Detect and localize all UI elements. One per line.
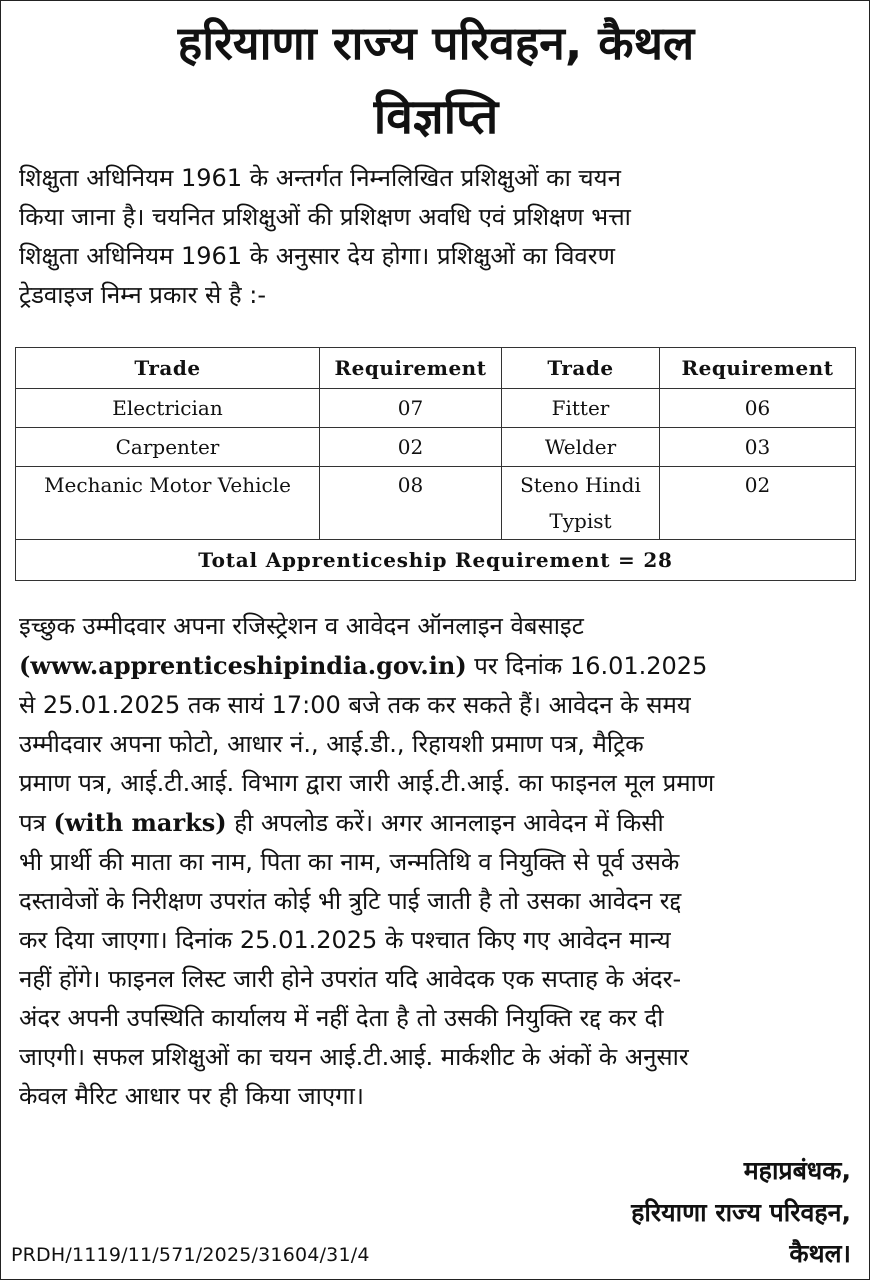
trade-cell: Carpenter [16,428,320,467]
trade-cell: Fitter [502,389,660,428]
body-line: जाएगी। सफल प्रशिक्षुओं का चयन आई.टी.आई. मार्कशीट के अंकों के अनुसार [19,1043,689,1071]
body-line: से 25.01.2025 तक सायं 17:00 बजे तक कर सकते हैं। आवेदन के समय [19,691,691,719]
reference-number: PRDH/1119/11/571/2025/31604/31/4 [11,1244,370,1266]
requirement-cell: 06 [660,389,856,428]
body-line: भी प्रार्थी की माता का नाम, पिता का नाम, जन्मतिथि व नियुक्ति से पूर्व उसके [19,848,680,876]
trade-cell-line: Steno Hindi [520,473,641,497]
signature-designation: महाप्रबंधक, [743,1156,851,1185]
trade-cell: Electrician [16,389,320,428]
table-total-row [16,540,856,581]
requirement-cell: 03 [660,428,856,467]
intro-line: शिक्षुता अधिनियम 1961 के अनुसार देय होगा। प्रशिक्षुओं का विवरण [19,242,615,270]
body-line: प्रमाण पत्र, आई.टी.आई. विभाग द्वारा जारी आई.टी.आई. का फाइनल मूल प्रमाण [19,769,715,797]
body-line: दस्तावेजों के निरीक्षण उपरांत कोई भी त्रुटि पाई जाती है तो उसका आवेदन रद्द [19,887,682,915]
intro-line: शिक्षुता अधिनियम 1961 के अन्तर्गत निम्नलिखित प्रशिक्षुओं का चयन [19,164,621,192]
header-requirement: Requirement [660,348,856,389]
trade-cell [502,467,660,540]
with-marks-text: (with marks) [53,808,227,837]
body-line [19,646,853,686]
intro-line: किया जाना है। चयनित प्रशिक्षुओं की प्रशिक्षण अवधि एवं प्रशिक्षण भत्ता [19,203,631,231]
intro-line: ट्रेडवाइज निम्न प्रकार से है :- [19,281,267,309]
body-line: इच्छुक उम्मीदवार अपना रजिस्ट्रेशन व आवेदन ऑनलाइन वेबसाइट [19,612,584,640]
body-line: उम्मीदवार अपना फोटो, आधार नं., आई.डी., रिहायशी प्रमाण पत्र, मैट्रिक [19,730,644,758]
trade-requirement-table [15,347,856,581]
body-line [19,803,853,843]
body-line: नहीं होंगे। फाइनल लिस्ट जारी होने उपरांत यदि आवेदक एक सप्ताह के अंदर- [19,965,682,993]
body-line: अंदर अपनी उपस्थिति कार्यालय में नहीं देता है तो उसकी नियुक्ति रद्द कर दी [19,1004,664,1032]
body-text: पर दिनांक 16.01.2025 [466,652,708,680]
requirement-cell: 07 [320,389,502,428]
trade-cell: Mechanic Motor Vehicle [16,467,320,540]
requirement-cell: 08 [320,467,502,540]
body-text: पत्र [19,809,54,837]
notice-title: हरियाणा राज्य परिवहन, कैथल [177,16,695,70]
table-row [16,467,856,540]
intro-paragraph [19,159,853,315]
header-trade: Trade [16,348,320,389]
notice-subtitle: विज्ञप्ति [373,89,499,145]
header-requirement: Requirement [320,348,502,389]
trade-cell-line: Typist [549,509,612,533]
header-trade: Trade [502,348,660,389]
body-paragraph [19,607,853,1116]
website-link-text: (www.apprenticeshipindia.gov.in) [19,651,467,680]
table-header-row [16,348,856,389]
body-line: कर दिया जाएगा। दिनांक 25.01.2025 के पश्चात किए गए आवेदन मान्य [19,926,671,954]
table-row [16,428,856,467]
signature-location: कैथल। [789,1239,851,1268]
body-text: ही अपलोड करें। अगर आनलाइन आवेदन में किसी [226,809,664,837]
total-requirement: Total Apprenticeship Requirement = 28 [16,540,856,581]
body-line: केवल मैरिट आधार पर ही किया जाएगा। [19,1082,364,1110]
table-row [16,389,856,428]
trade-cell: Welder [502,428,660,467]
requirement-cell: 02 [320,428,502,467]
requirement-cell: 02 [660,467,856,540]
signature-organization: हरियाणा राज्य परिवहन, [631,1198,851,1227]
